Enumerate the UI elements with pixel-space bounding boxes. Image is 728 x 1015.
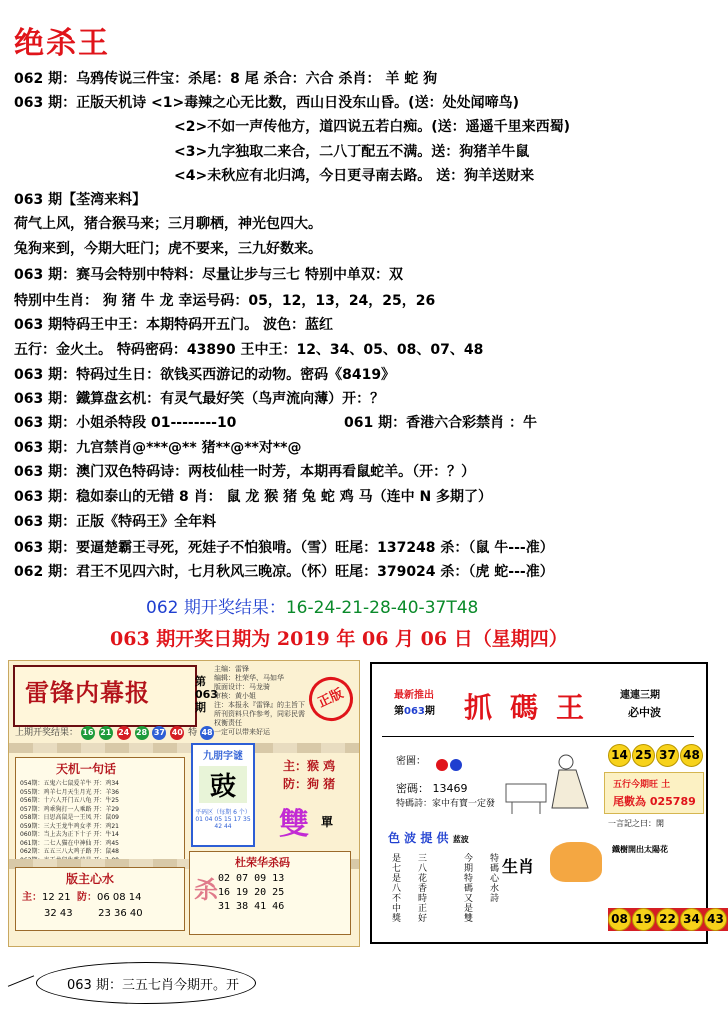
text-col1: 063 期：小姐杀特段 01--------10 (14, 415, 237, 431)
divider (382, 736, 694, 737)
tianji-line: 057期：鸡乖狗打一人乘路 开：羊29 (20, 805, 119, 813)
draw-result (146, 593, 478, 618)
info-line: 一定可以带来好运 (214, 728, 270, 736)
draw-result-label: 062 期开奖结果： (146, 598, 286, 618)
tianji-line: 054期：五鬼六七鼠爱羊牛 开：鸡34 (20, 780, 119, 787)
next-draw-date: 063 期开奖日期为 2019 年 06 月 06 日（星期四） (110, 628, 568, 650)
ball: 24 (117, 726, 131, 740)
decor-strip (9, 743, 359, 753)
info-line: 编辑：杜荣华、马如华 (214, 674, 284, 682)
text-line: 兔狗来到，今期大旺门；虎不要来，三九好数来。 (14, 241, 322, 257)
text-line (14, 414, 537, 432)
period-pre: 第 (394, 706, 404, 717)
bottom-balls (608, 908, 728, 931)
text-line: 063 期：九宫禁肖@***@** 猪**@**对**@ (14, 440, 302, 456)
text-line: <2>不如一声传他方，道四说五若白痴。(送：遥遥千里来西蜀) (174, 119, 570, 135)
newspaper-header (13, 665, 197, 727)
tianji-list (20, 780, 119, 865)
ball: 19 (632, 908, 655, 931)
newspaper-title: 雷锋内幕报 (25, 678, 150, 707)
tianji-line: 060期：当上去为正下十子 开：牛14 (20, 831, 119, 838)
text-line: 063 期：正版天机诗 <1>毒辣之心无比数，西山日没东山昏。(送：处处闻啼鸟) (14, 95, 519, 111)
tianji-box (15, 757, 185, 861)
draw-result-numbers: 16-24-21-28-40-37T48 (285, 598, 479, 618)
xinshui-row: 23 36 40 (98, 908, 143, 919)
ball: 37 (656, 744, 679, 767)
paper-name: 抓碼王 (464, 691, 603, 724)
xinshui-fang: 防： (77, 892, 97, 903)
period-label (394, 702, 435, 717)
period-num: 063 (404, 706, 425, 717)
top-balls (608, 744, 704, 767)
xinshui-row: 06 08 14 (97, 892, 142, 903)
page-title: 绝杀王 (14, 26, 110, 61)
color-tag: 蓝波 (452, 835, 469, 844)
ball: 37 (152, 726, 166, 740)
ball: 16 (81, 726, 95, 740)
text-line: 063 期：澳门双色特码诗：两枝仙桂一时芳，本期再看鼠蛇羊。（开：？） (14, 464, 476, 480)
tianji-line: 058期：日思高鼠是一王凤 开：鼠09 (20, 814, 119, 821)
info-line: 注：本报永『雷锋』的主旨下所刊资料只作参考，同彩民需权衡责任 (214, 701, 305, 727)
bubble-tail (8, 975, 40, 1001)
tianji-line: 056期：十六人开门五八龟 开：牛25 (20, 797, 119, 804)
bi-label: 必中波 (628, 706, 661, 719)
ball: 22 (656, 908, 679, 931)
last-result-balls (15, 725, 215, 740)
ball: 40 (170, 726, 184, 740)
text-line: 063 期：要逼楚霸王寻死，死娃子不怕狼啃。（雪）旺尾：137248 杀：（鼠 牛---准） (14, 540, 554, 556)
tail-numbers: 尾數為 025789 (613, 795, 696, 808)
wuxing-box (604, 772, 704, 814)
text-line: 063 期：稳如泰山的无错 8 肖： 鼠 龙 猴 猪 兔 蛇 鸡 马（连中 N 多期了） (14, 489, 493, 505)
kill-row: 31 38 41 46 (218, 901, 285, 912)
newspaper-period: 第063期 (195, 675, 218, 714)
text-line: 062 期：乌鸦传说三件宝：杀尾：8 尾 杀合：六合 杀肖： 羊 蛇 狗 (14, 71, 438, 87)
vertical-poem: 是七是八不中獎 (392, 854, 402, 924)
mi-tu: 密圖： (396, 756, 426, 767)
kill-row: 16 19 20 25 (218, 887, 285, 898)
xinshui-zhu: 主： (22, 892, 42, 903)
special-ball: 48 (200, 726, 214, 740)
text-line: 062 期：君王不见四六时，七月秋风三晚凉。（怀）旺尾：379024 杀：（虎 蛇---准） (14, 564, 554, 580)
zhu-text: 主：猴 鸡 (283, 759, 336, 773)
tianji-line: 062期：五五三八大鸡子路 开：鼠48 (20, 848, 119, 855)
period-post: 期 (424, 706, 435, 717)
kill-mark: 杀 (194, 876, 218, 904)
xinshui-title: 版主心水 (66, 872, 115, 886)
zi-numbers: 01 04 05 15 17 35 42 44 (195, 816, 251, 830)
vertical-poem: 三八花香時正好 (418, 854, 428, 924)
kill-row: 02 07 09 13 (218, 873, 285, 884)
fang-text: 防：狗 猪 (283, 777, 336, 791)
bubble-text: 063 期：三五七肖今期开。开 (67, 978, 239, 993)
xinshui-row: 32 43 (44, 908, 73, 919)
mi-ma: 密碼： 13469 (396, 782, 468, 795)
color-provide (388, 829, 469, 846)
ball: 28 (135, 726, 149, 740)
zodiac-label: 生肖 (502, 857, 535, 876)
scholar-illustration (504, 748, 600, 816)
right-newspaper-image (370, 662, 724, 944)
ball: 43 (704, 908, 727, 931)
lian-label: 連連三期 (620, 690, 660, 701)
tianji-line: 055期：鸡羊七月天生月光 开：羊36 (20, 788, 119, 796)
zodiac-illustration (550, 842, 602, 882)
tianji-title: 天机一句话 (56, 762, 117, 776)
xinshui-rows (22, 890, 143, 922)
special-label: 特 (188, 728, 198, 738)
new-label: 最新推出 (394, 690, 434, 701)
text-line: 特别中生肖： 狗 猪 牛 龙 幸运号码：05，12，13，24，25，26 (14, 293, 436, 309)
text-line: <4>未秋应有北归鸿，今日更寻南去路。 送：狗羊送财来 (174, 168, 535, 184)
zi-box (191, 743, 255, 847)
text-line: 063 期：鐵算盘玄机：有灵气最好笑（鸟声流向薄）开：？ (14, 391, 385, 407)
text-line: 荷气上风，猪合猴马来；三月聊栖，神光包四大。 (14, 216, 322, 232)
vertical-poem: 特碼心水詩 (490, 854, 500, 904)
text-col2: 061 期：香港六合彩禁肖 ：牛 (344, 415, 537, 431)
text-line: 063 期：正版《特码王》全年料 (14, 514, 217, 530)
text-line: 063 期特码王中王：本期特码开五门。 波色：蓝红 (14, 317, 333, 333)
balls-label: 上期开奖结果： (15, 728, 79, 738)
newspaper-info (214, 665, 309, 737)
zi-character: 豉 (199, 766, 247, 803)
xinshui-box (15, 867, 185, 931)
ball: 34 (680, 908, 703, 931)
kill-rows (218, 872, 284, 914)
speech-bubble (36, 962, 256, 1004)
color-provide-label: 色 波 提 供 (388, 831, 449, 845)
mi-tu-image (436, 756, 466, 774)
kill-title: 杜荣华杀码 (235, 856, 290, 869)
tianji-line: 059期：三大王龙牛鸡女孝 开：鸡21 (20, 822, 119, 830)
tianji-line: 061期：二七人猫在中神仙 开：鸡45 (20, 839, 119, 847)
shuang-char: 雙 (279, 807, 309, 842)
ball: 25 (632, 744, 655, 767)
text-line: 063 期：赛马会特别中特料：尽量让步与三七 特别中单双：双 (14, 267, 403, 283)
vertical-poem: 今期特碼又是雙 (464, 854, 474, 924)
text-line: 063 期：特码过生日：欲钱买西游记的动物。密码《8419》 (14, 367, 396, 383)
wuxing-text: 五行今期旺 土 (613, 780, 671, 790)
dan-char: 單 (321, 815, 334, 829)
text-line: 五行：金火土。 特码密码：43890 王中王：12、34、05、08、07、48 (14, 342, 484, 358)
ball: 14 (608, 744, 631, 767)
zhu-fang (283, 757, 335, 793)
saying-text: 鐵樹開出太陽花 (612, 845, 668, 854)
ball: 48 (680, 744, 703, 767)
text-line: <3>九字独取二来合，二八丁配五不满。送：狗猪羊牛鼠 (174, 144, 530, 160)
info-line: 版面设计：马龙骑 (214, 683, 270, 691)
ball: 08 (608, 908, 631, 931)
ball: 21 (99, 726, 113, 740)
info-line: 审核：黄小姐 (214, 692, 256, 700)
info-line: 主编：雷锋 (214, 665, 249, 673)
stamp: 正版 (302, 670, 360, 728)
text-line: 063 期【荃湾来料】 (14, 192, 147, 208)
left-newspaper-image (8, 660, 360, 947)
zi-title: 九朋字谜 (203, 751, 243, 762)
kill-numbers-box (189, 851, 351, 935)
tema-poem: 特碼詩：家中有寶一定發 (396, 799, 496, 809)
zi-note: 平码区（每期 6 个） (195, 809, 251, 816)
saying: 一言記之曰：開 (608, 819, 664, 828)
xinshui-row: 12 21 (42, 892, 71, 903)
